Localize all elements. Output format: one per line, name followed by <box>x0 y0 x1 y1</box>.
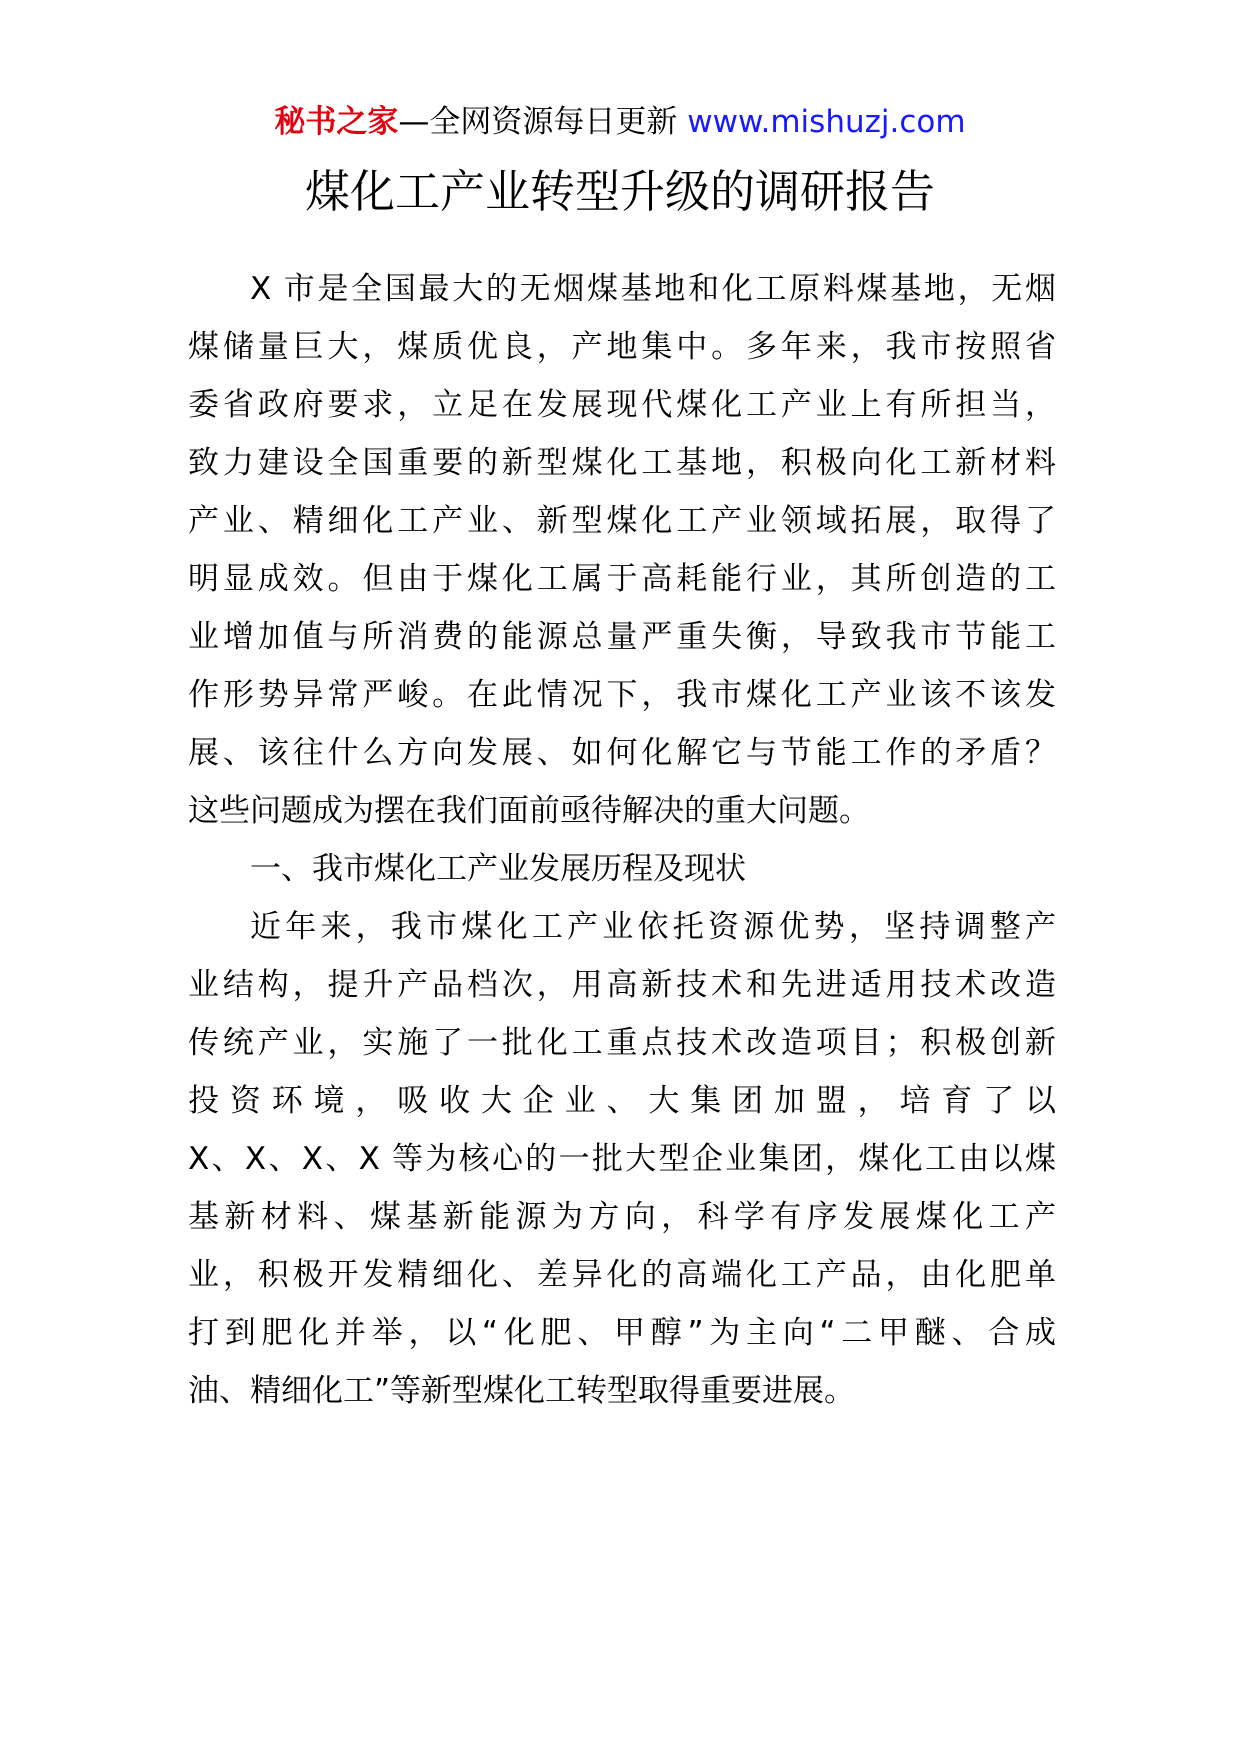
paragraph-2-line-9: 油、精细化工”等新型煤化工转型取得重要进展。 <box>188 1373 856 1409</box>
paragraph-1-line-1: X 市是全国最大的无烟煤基地和化工原料煤基地，无烟 <box>250 271 1056 307</box>
paragraph-2-line-4: 投资环境，吸收大企业、大集团加盟，培育了以 <box>188 1083 1056 1119</box>
paragraph-2-line-5: X、X、X、X 等为核心的一批大型企业集团，煤化工由以煤 <box>188 1141 1056 1177</box>
paragraph-2-line-2: 业结构，提升产品档次，用高新技术和先进适用技术改造 <box>188 967 1056 1003</box>
paragraph-1-line-7: 业增加值与所消费的能源总量严重失衡，导致我市节能工 <box>188 619 1056 655</box>
site-brand: 秘书之家 <box>274 104 399 140</box>
paragraph-1-line-6: 明显成效。但由于煤化工属于高耗能行业，其所创造的工 <box>188 561 1056 597</box>
paragraph-2-line-6: 基新材料、煤基新能源为方向，科学有序发展煤化工产 <box>188 1199 1056 1235</box>
paragraph-1-line-10: 这些问题成为摆在我们面前亟待解决的重大问题。 <box>188 793 870 829</box>
section-heading-1: 一、我市煤化工产业发展历程及现状 <box>250 851 746 887</box>
paragraph-1-line-4: 致力建设全国重要的新型煤化工基地，积极向化工新材料 <box>188 445 1056 481</box>
paragraph-2-line-7: 业，积极开发精细化、差异化的高端化工产品，由化肥单 <box>188 1257 1056 1293</box>
paragraph-1-line-5: 产业、精细化工产业、新型煤化工产业领域拓展，取得了 <box>188 503 1056 539</box>
paragraph-1-line-3: 委省政府要求，立足在发展现代煤化工产业上有所担当， <box>188 387 1056 423</box>
paragraph-1-line-9: 展、该往什么方向发展、如何化解它与节能工作的矛盾？ <box>188 735 1056 771</box>
paragraph-1-line-8: 作形势异常严峻。在此情况下，我市煤化工产业该不该发 <box>188 677 1056 713</box>
paragraph-2-line-8: 打到肥化并举，以“化肥、甲醇”为主向“二甲醚、合成 <box>188 1315 1056 1351</box>
paragraph-2-line-1: 近年来，我市煤化工产业依托资源优势，坚持调整产 <box>250 909 1056 945</box>
site-header <box>0 102 1240 142</box>
document-title: 煤化工产业转型升级的调研报告 <box>304 165 935 218</box>
paragraph-2-line-3: 传统产业，实施了一批化工重点技术改造项目；积极创新 <box>188 1025 1056 1061</box>
paragraph-1-line-2: 煤储量巨大，煤质优良，产地集中。多年来，我市按照省 <box>188 329 1056 365</box>
site-tagline: —全网资源每日更新 <box>398 104 678 140</box>
site-url-link[interactable]: www.mishuzj.com <box>687 104 966 140</box>
